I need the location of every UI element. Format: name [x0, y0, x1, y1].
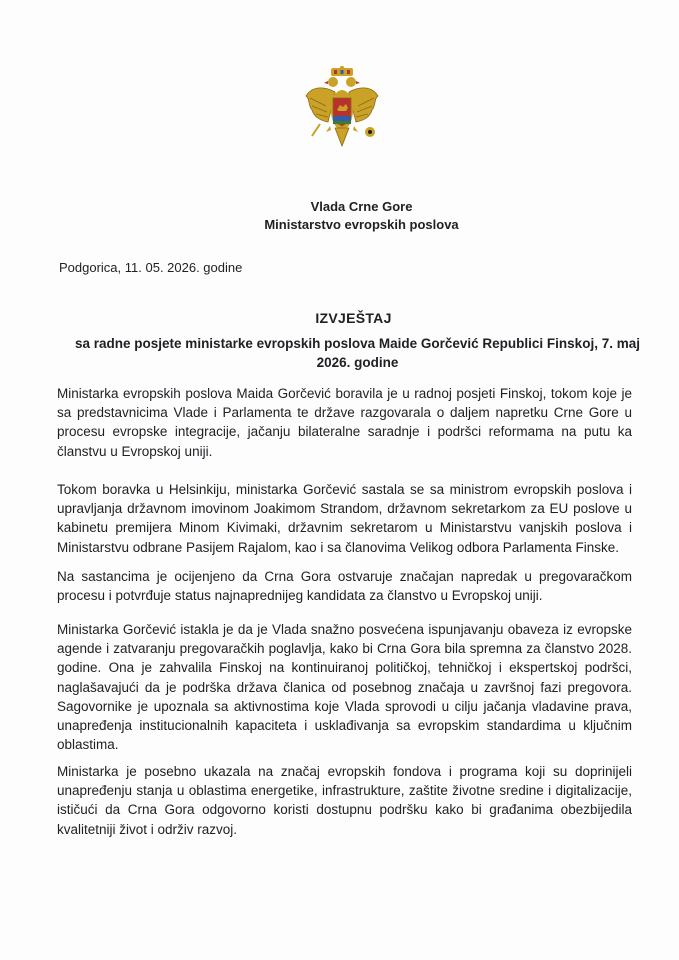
- letterhead: [0, 198, 679, 234]
- document-subtitle: sa radne posjete ministarke evropskih poslova Maide Gorčević Republici Finskoj, 7. maj 2026. godine: [75, 336, 640, 370]
- paragraph-1: Ministarka evropskih poslova Maida Gorčević boravila je u radnoj posjeti Finskoj, tokom koje je sa predstavnicima Vlade i Parlamenta te države razgovarala o daljem napretku Crne Gore u procesu evropske integracije, jačanju bilateralne saradnje i podršci reformama na putu ka članstvu u Evropskoj uniji.: [57, 386, 632, 459]
- ministry-name: Ministarstvo evropskih poslova: [264, 217, 459, 232]
- government-name: Vlada Crne Gore: [310, 199, 413, 214]
- date-line: Podgorica, 11. 05. 2026. godine: [59, 260, 243, 275]
- paragraph-5: Ministarka je posebno ukazala na značaj evropskih fondova i programa koji su doprinijeli unapređenju stanja u oblastima energetike, infrastrukture, zaštite životne sredine i digitalizacije, ističući da Crna Gora odgovorno koristi dostupnu podršku kako bi građanima obezbijedila kvalitetniji život i održiv razvoj.: [57, 764, 632, 837]
- crown-icon: [331, 66, 353, 76]
- paragraph-2: Tokom boravka u Helsinkiju, ministarka Gorčević sastala se sa ministrom evropskih poslova i upravljanja državnom imovinom Joakimom Strandom, državnom sekretarkom za EU poslove u kabinetu premijera Minom Kivimaki, državnim sekretarom u Ministarstvu vanjskih poslova i Ministarstvu odbrane Pasijem Rajalom, kao i sa članovima Velikog odbora Parlamenta Finske.: [57, 482, 632, 555]
- document-title-text: IZVJEŠTAJ: [315, 310, 392, 326]
- coat-of-arms-icon: [304, 66, 380, 152]
- paragraph-3: Na sastancima je ocijenjeno da Crna Gora ostvaruje značajan napredak u pregovaračkom procesu i potvrđuje status najnaprednijeg kandidata za članstvo u Evropskoj uniji.: [57, 569, 632, 604]
- document-title: [0, 310, 679, 326]
- paragraph-4: Ministarka Gorčević istakla je da je Vlada snažno posvećena ispunjavanju obaveza iz evropske agende i zatvaranju pregovaračkih poglavlja, kako bi Crna Gora bila spremna za članstvo 2028. godine. Ona je zahvalila Finskoj na kontinuiranoj političkoj, tehničkoj i ekspertskoj podršci, naglašavajući da je podrška država članica od posebnog značaja u završnoj fazi pregovora. Sagovornike je upoznala sa aktivnostima koje Vlada sprovodi u cilju jačanja vladavine prava, unapređenja institucionalnih kapaciteta i usklađivanja sa evropskim standardima u ključnim oblastima.: [57, 622, 632, 753]
